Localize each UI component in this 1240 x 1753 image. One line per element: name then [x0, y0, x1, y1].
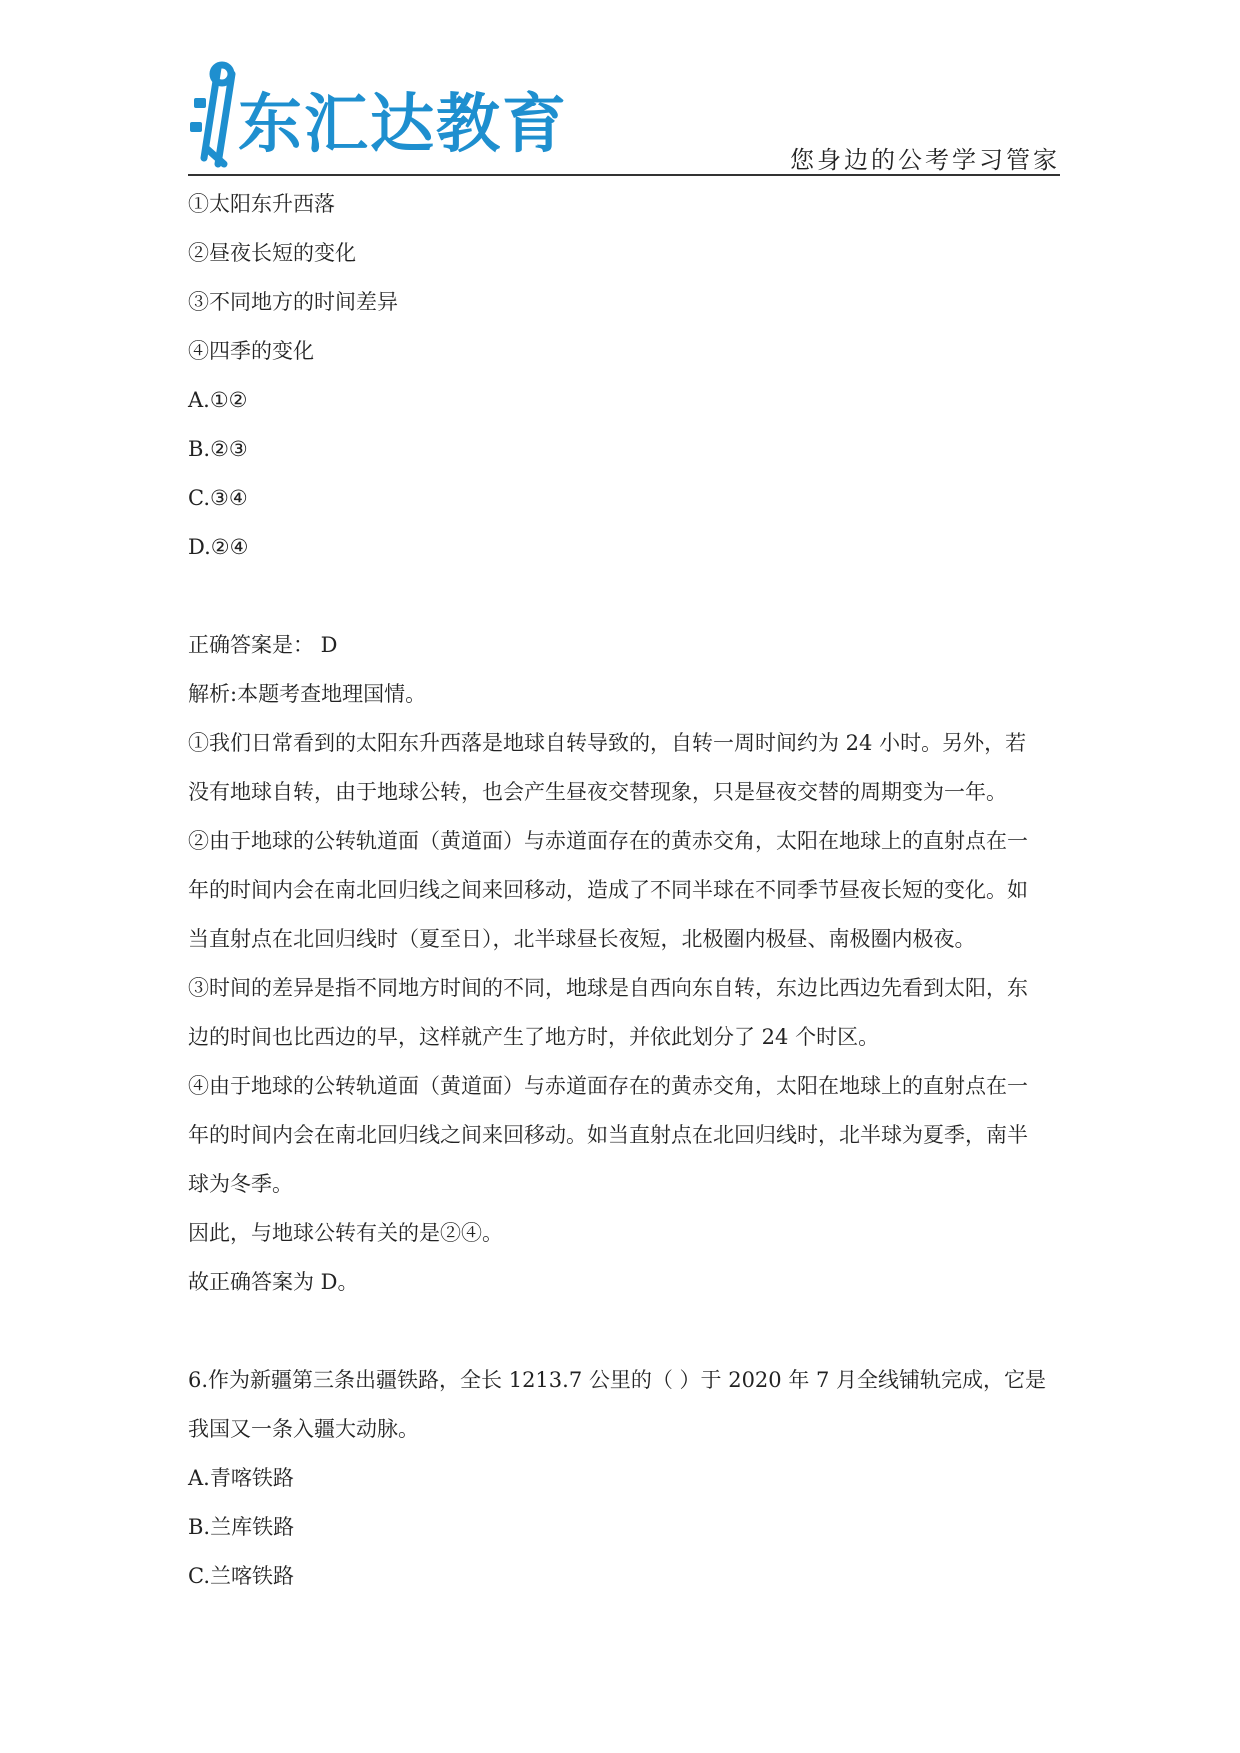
- analysis-line: 年的时间内会在南北回归线之间来回移动，造成了不同半球在不同季节昼夜长短的变化。如: [188, 878, 1028, 902]
- q5-option-c: C.③④: [188, 486, 248, 510]
- q5-option-d: D.②④: [188, 535, 249, 559]
- analysis-title: 解析:本题考查地理国情。: [188, 682, 427, 706]
- spacer: [188, 572, 1060, 621]
- analysis-line: 边的时间也比西边的早，这样就产生了地方时，并依此划分了 24 个时区。: [188, 1025, 880, 1049]
- q6-option-c: C.兰喀铁路: [188, 1564, 294, 1588]
- header-divider: [188, 174, 1060, 176]
- q5-item-2: ②昼夜长短的变化: [188, 241, 356, 265]
- analysis-line: 球为冬季。: [188, 1172, 293, 1196]
- analysis-line: ④由于地球的公转轨道面（黄道面）与赤道面存在的黄赤交角，太阳在地球上的直射点在一: [188, 1074, 1028, 1098]
- analysis-line: ③时间的差异是指不同地方时间的不同，地球是自西向东自转，东边比西边先看到太阳，东: [188, 976, 1028, 1000]
- page-header: [188, 60, 1060, 180]
- q5-item-4: ④四季的变化: [188, 339, 314, 363]
- q6-stem-line-2: 我国又一条入疆大动脉。: [188, 1417, 419, 1441]
- slogan: 您身边的公考学习管家: [790, 146, 1060, 174]
- q5-option-a: A.①②: [188, 388, 248, 412]
- analysis-line: ②由于地球的公转轨道面（黄道面）与赤道面存在的黄赤交角，太阳在地球上的直射点在一: [188, 829, 1028, 853]
- logo-text: 东汇达教育: [238, 88, 568, 162]
- analysis-line: 没有地球自转，由于地球公转，也会产生昼夜交替现象，只是昼夜交替的周期变为一年。: [188, 780, 1007, 804]
- q5-option-b: B.②③: [188, 437, 248, 461]
- q6-option-b: B.兰库铁路: [188, 1515, 295, 1539]
- spacer: [188, 1307, 1060, 1356]
- analysis-line: ①我们日常看到的太阳东升西落是地球自转导致的，自转一周时间约为 24 小时。另外，若: [188, 731, 1027, 755]
- analysis-line: 因此，与地球公转有关的是②④。: [188, 1221, 503, 1245]
- correct-answer: 正确答案是： D: [188, 633, 338, 657]
- q5-item-3: ③不同地方的时间差异: [188, 290, 398, 314]
- analysis-line: 故正确答案为 D。: [188, 1270, 359, 1294]
- analysis-line: 当直射点在北回归线时（夏至日），北半球昼长夜短，北极圈内极昼、南极圈内极夜。: [188, 927, 976, 951]
- q5-item-1: ①太阳东升西落: [188, 192, 335, 216]
- q6-option-a: A.青喀铁路: [188, 1466, 294, 1490]
- q6-stem-line-1: 6.作为新疆第三条出疆铁路，全长 1213.7 公里的（ ）于 2020 年 7 月全线铺轨完成，它是: [188, 1368, 1047, 1392]
- analysis-line: 年的时间内会在南北回归线之间来回移动。如当直射点在北回归线时，北半球为夏季，南半: [188, 1123, 1028, 1147]
- document-body: [188, 180, 1060, 1601]
